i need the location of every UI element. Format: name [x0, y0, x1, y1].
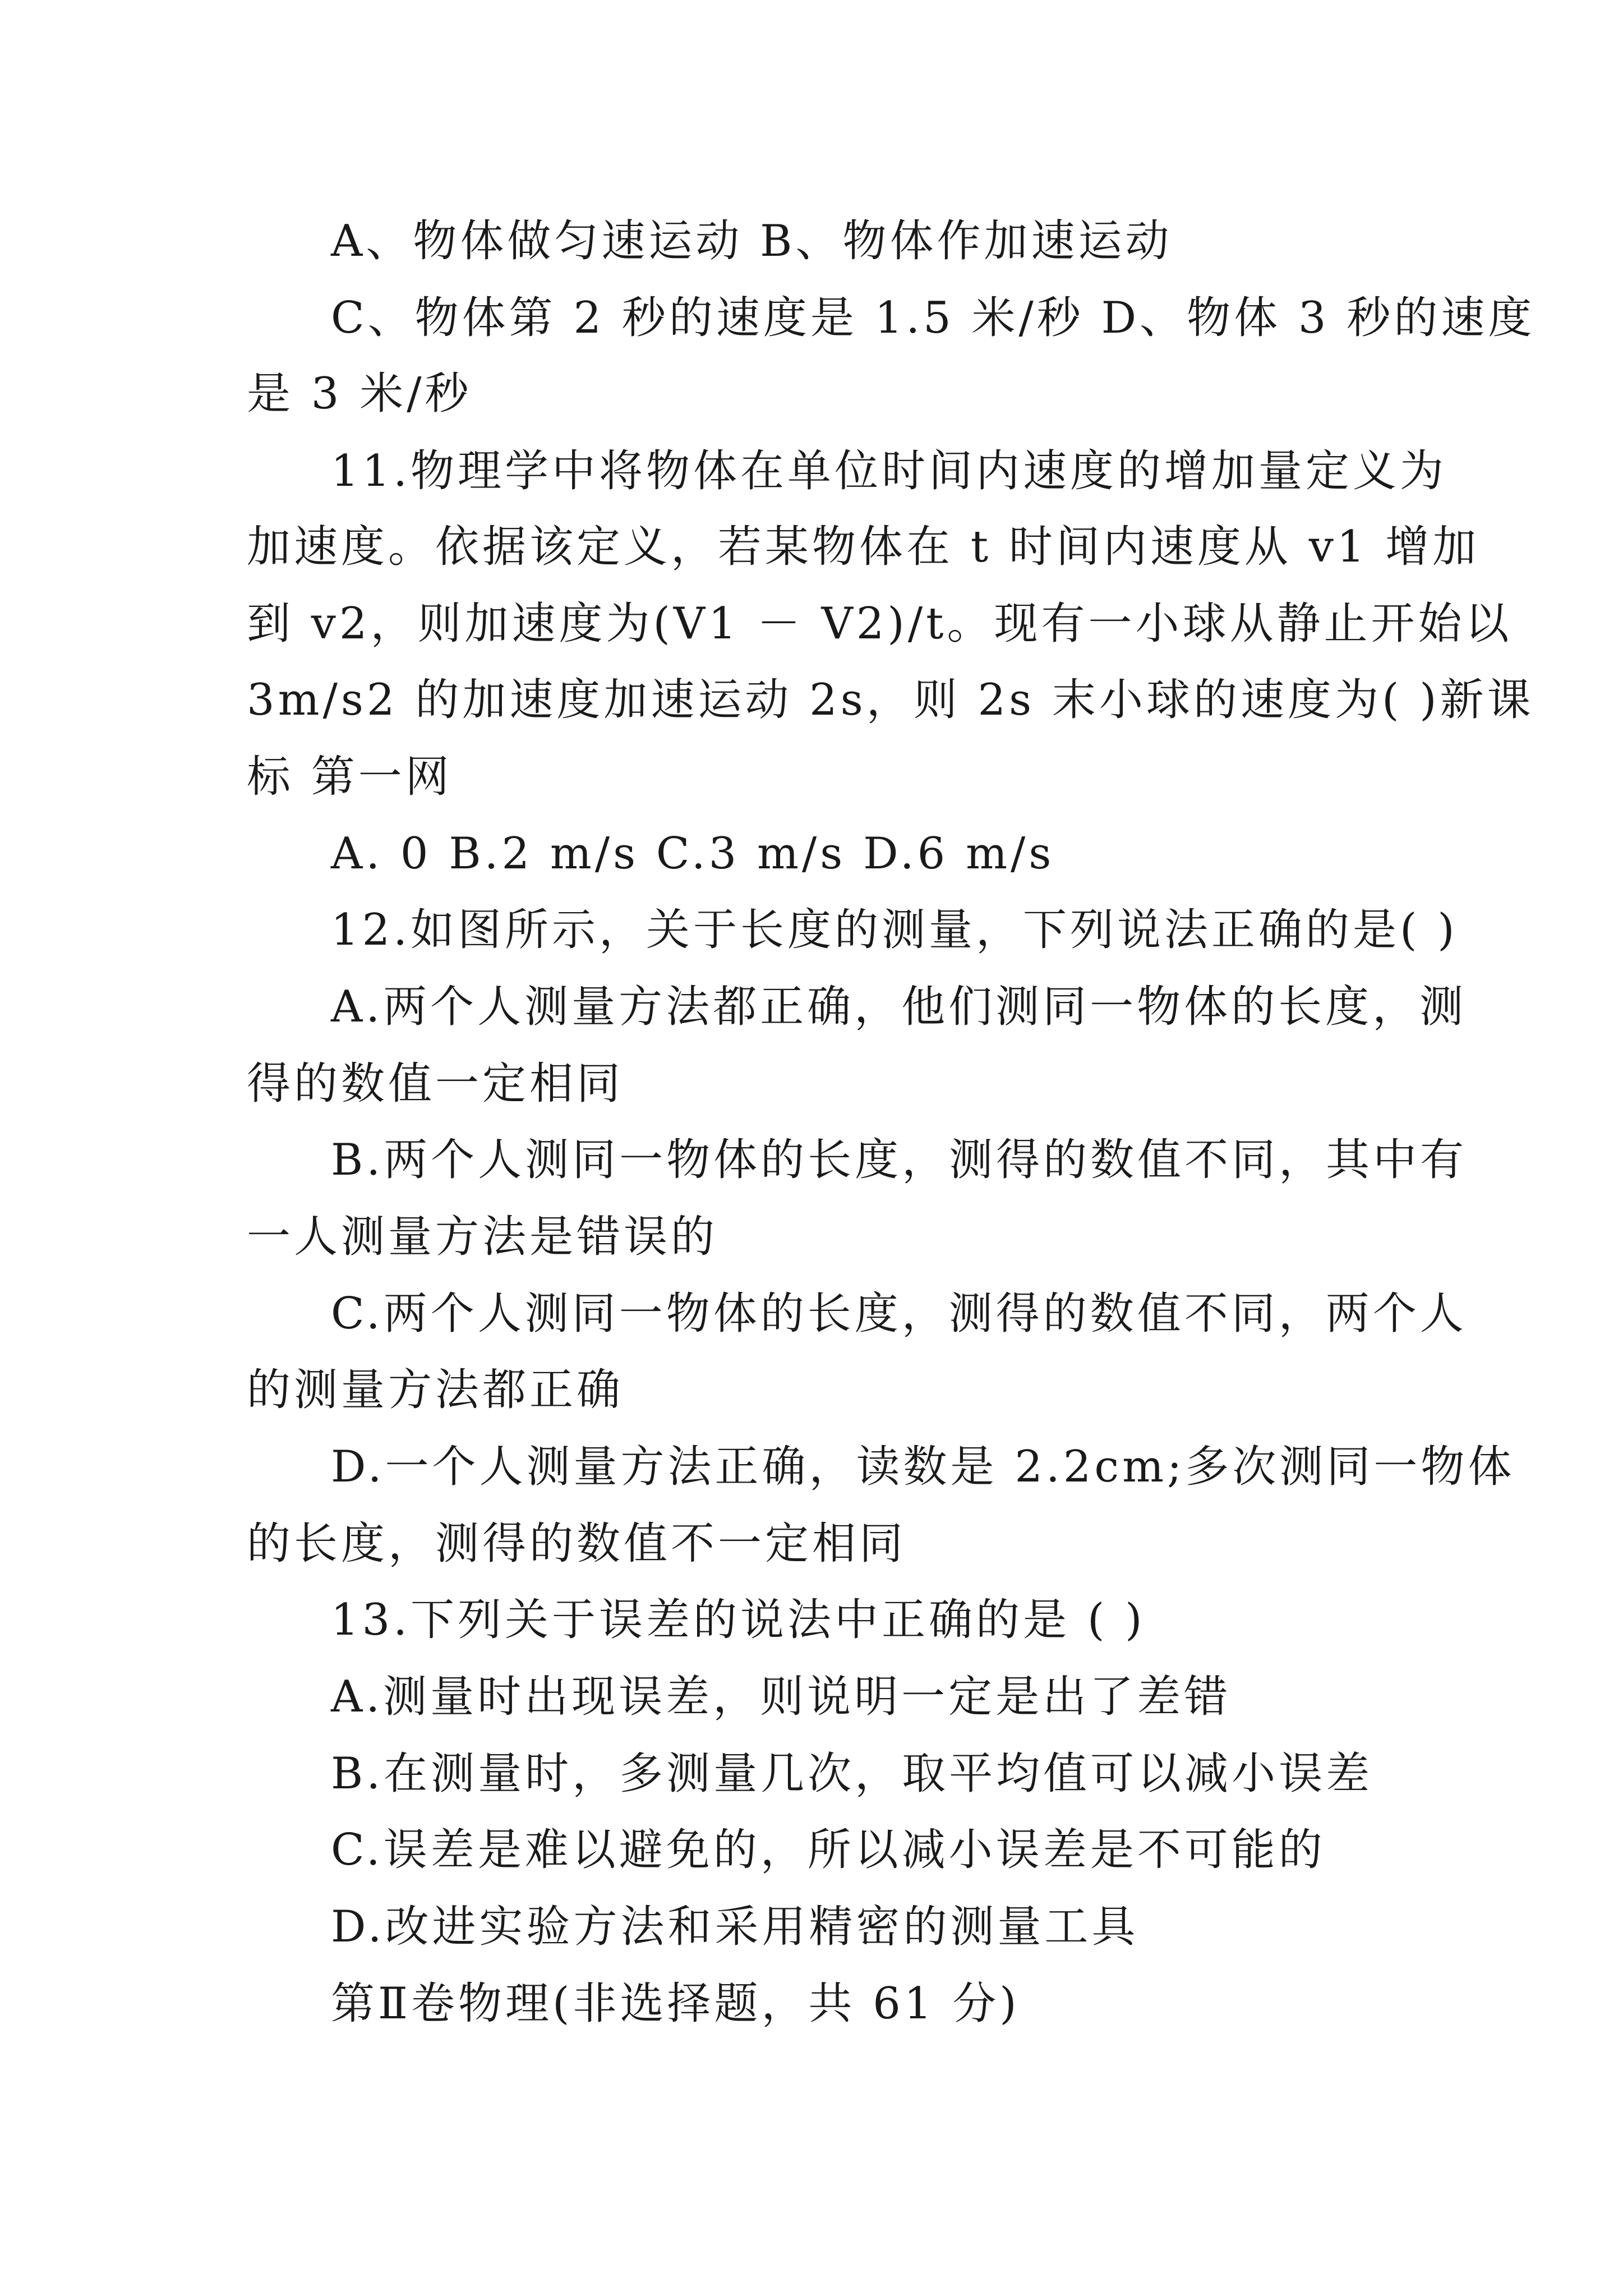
question-13-option-b: B.在测量时，多测量几次，取平均值可以减小误差 [331, 1749, 1373, 1799]
question-12-option-d: D.一个人测量方法正确，读数是 2.2cm;多次测同一物体 [331, 1442, 1515, 1492]
question-11-line-3: 到 v2，则加速度为(V1 － V2)/t。现有一小球从静止开始以 [247, 599, 1513, 649]
question-11-line-2: 加速度。依据该定义，若某物体在 t 时间内速度从 v1 增加 [247, 522, 1480, 572]
question-12-option-a-cont: 得的数值一定相同 [247, 1059, 624, 1109]
section-heading: 第Ⅱ卷物理(非选择题，共 61 分) [331, 1978, 1020, 2029]
question-13-stem: 13.下列关于误差的说法中正确的是 ( ) [331, 1595, 1146, 1645]
question-12-option-b-cont: 一人测量方法是错误的 [247, 1212, 718, 1262]
option-line-10-cd-cont: 是 3 米/秒 [247, 369, 472, 419]
question-12-option-a: A.两个人测量方法都正确，他们测同一物体的长度，测 [331, 982, 1467, 1032]
option-line-10-cd: C、物体第 2 秒的速度是 1.5 米/秒 D、物体 3 秒的速度 [331, 293, 1536, 343]
question-12-stem: 12.如图所示，关于长度的测量，下列说法正确的是( ) [331, 905, 1458, 955]
question-12-option-c: C.两个人测同一物体的长度，测得的数值不同，两个人 [331, 1289, 1467, 1339]
question-13-option-d: D.改进实验方法和采用精密的测量工具 [331, 1902, 1139, 1952]
question-13-option-c: C.误差是难以避免的，所以减小误差是不可能的 [331, 1825, 1326, 1875]
question-12-option-d-cont: 的长度，测得的数值不一定相同 [247, 1519, 907, 1569]
option-line-10-ab: A、物体做匀速运动 B、物体作加速运动 [331, 216, 1173, 266]
question-12-option-c-cont: 的测量方法都正确 [247, 1365, 624, 1415]
question-12-option-b: B.两个人测同一物体的长度，测得的数值不同，其中有 [331, 1135, 1468, 1185]
question-11-line-5: 标 第一网 [247, 752, 453, 802]
question-13-option-a: A.测量时出现误差，则说明一定是出了差错 [331, 1672, 1232, 1722]
question-11-line-4: 3m/s2 的加速度加速运动 2s，则 2s 末小球的速度为( )新课 [247, 675, 1534, 725]
question-11-line-1: 11.物理学中将物体在单位时间内速度的增加量定义为 [331, 446, 1447, 496]
question-11-options: A. 0 B.2 m/s C.3 m/s D.6 m/s [331, 829, 1055, 879]
